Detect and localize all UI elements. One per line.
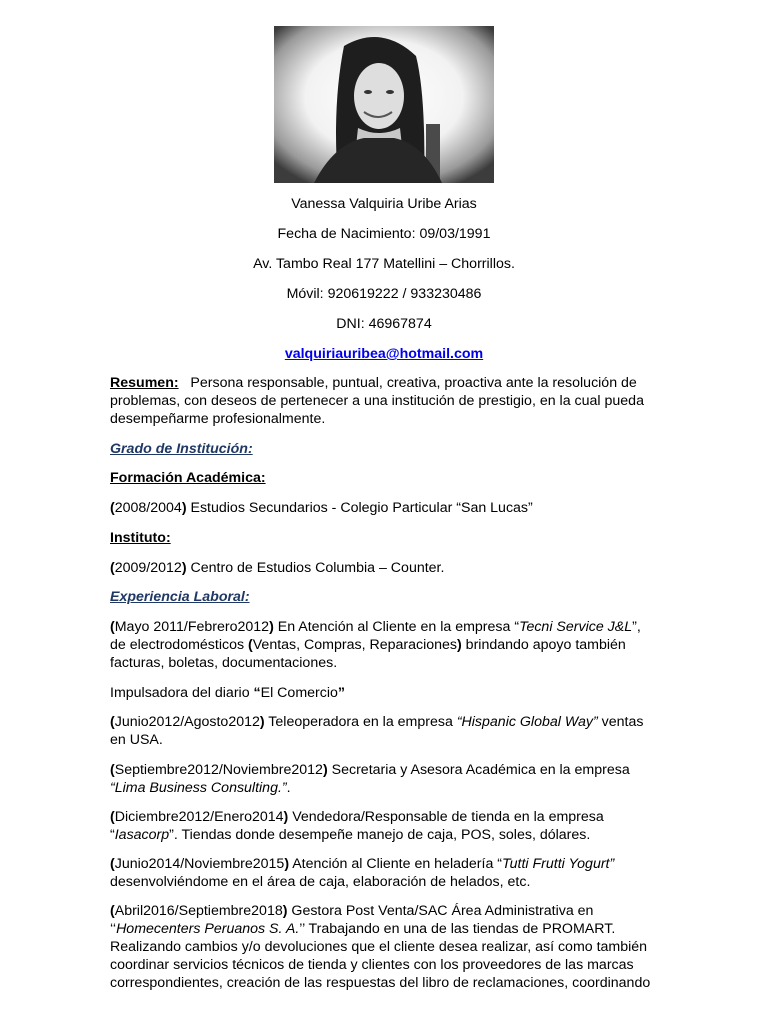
instituto-dates: 2009/2012 (114, 560, 182, 576)
experience-heading (110, 588, 655, 606)
job5-text-a: Vendedora/Responsable de tienda en la empresa “ (110, 809, 604, 843)
job6-text-b: desenvolviéndome en el área de caja, elaboración de helados, etc. (110, 874, 531, 890)
email-link[interactable]: valquiriauribea@hotmail.com (284, 346, 484, 362)
job-item-3: (Junio2012/Agosto2012) Teleoperadora en la empresa “Hispanic Global Way” ventas en USA. (110, 714, 644, 748)
job-item-2: Impulsadora del diario “El Comercio” (110, 685, 345, 701)
job7-text-a: Gestora Post Venta/SAC Área Administrativa en ‘‘ (110, 903, 594, 937)
instituto-item: (2009/2012) Centro de Estudios Columbia – Counter. (110, 560, 445, 576)
job7-text-b: ’’ Trabajando en una de las tiendas de PROMART. Realizando cambios y/o devoluciones que el cliente desea realizar, así como también coordinar servicios técnicos de tienda y clientes con los proveedores de las marcas correspondientes, creación de las respuestas del libro de reclamaciones, coordinando (110, 921, 651, 991)
job3-dates: Junio2012/Agosto2012 (114, 714, 260, 730)
grado-heading (110, 440, 655, 458)
email-line (0, 345, 768, 363)
job6-text-a: Atención al Cliente en heladería “ (289, 856, 502, 872)
formacion-dates: 2008/2004 (114, 500, 182, 516)
experience-heading-text: Experiencia Laboral: (110, 589, 250, 605)
formacion-heading-text: Formación Académica: (110, 470, 266, 486)
job1-text-b: ”, de electrodomésticos (110, 619, 641, 653)
job-item-6: (Junio2014/Noviembre2015) Atención al Cliente en heladería “Tutti Frutti Yogurt” desenvolviéndome en el área de caja, elaboración de helados, etc. (110, 856, 615, 890)
dni-number: DNI: 46967874 (336, 316, 432, 332)
formacion-heading (110, 469, 655, 487)
candidate-name: Vanessa Valquiria Uribe Arias (291, 196, 477, 212)
summary-paragraph (110, 374, 655, 428)
grado-heading-text: Grado de Institución: (110, 441, 253, 457)
job5-text-b: ”. Tiendas donde desempeñe manejo de caja, POS, soles, dólares. (169, 827, 591, 843)
formacion-text: Estudios Secundarios - Colegio Particular “San Lucas” (190, 500, 533, 516)
birth-date: Fecha de Nacimiento: 09/03/1991 (277, 226, 491, 242)
job4-dates: Septiembre2012/Noviembre2012 (114, 762, 323, 778)
job7-dates: Abril2016/Septiembre2018 (114, 903, 283, 919)
job3-company: “Hispanic Global Way” (456, 714, 598, 730)
job6-dates: Junio2014/Noviembre2015 (114, 856, 285, 872)
job3-text-a: Teleoperadora en la empresa (264, 714, 457, 730)
job-item-5: (Diciembre2012/Enero2014) Vendedora/Responsable de tienda en la empresa “Iasacorp”. Tiendas donde desempeñe manejo de caja, POS, soles, dólares. (110, 809, 604, 843)
address: Av. Tambo Real 177 Matellini – Chorrillos. (253, 256, 515, 272)
summary-label: Resumen: (110, 375, 179, 391)
job-item-1: (Mayo 2011/Febrero2012) En Atención al Cliente en la empresa “Tecni Service J&L”, de electrodomésticos (Ventas, Compras, Reparaciones) brindando apoyo también facturas, boletas, documentaciones. (110, 619, 641, 671)
job1-company: Tecni Service J&L (519, 619, 633, 635)
instituto-heading-text: Instituto: (110, 530, 171, 546)
job-item-4: (Septiembre2012/Noviembre2012) Secretaria y Asesora Académica en la empresa “Lima Business Consulting.”. (110, 762, 630, 796)
job-item-7: (Abril2016/Septiembre2018) Gestora Post Venta/SAC Área Administrativa en ‘‘Homecenters Peruanos S. A.’’ Trabajando en una de las tiendas de PROMART. Realizando cambios y/o devoluciones que el cliente desea realizar, así como también coordinar servicios técnicos de tienda y clientes con los proveedores de las marcas correspondientes, creación de las respuestas del libro de reclamaciones, coordinando (110, 903, 651, 991)
job3-text-b: ventas en USA. (110, 714, 644, 748)
job5-company: Iasacorp (114, 827, 170, 843)
job2-text-a: Impulsadora del diario (110, 685, 254, 701)
formacion-item: (2008/2004) Estudios Secundarios - Colegio Particular “San Lucas” (110, 500, 533, 516)
profile-photo (274, 26, 494, 183)
job4-company: “Lima Business Consulting.” (110, 780, 287, 796)
summary-text: Persona responsable, puntual, creativa, proactiva ante la resolución de problemas, con deseos de pertenecer a una institución de prestigio, en la cual pueda desempeñarme profesionalmente. (110, 375, 644, 427)
job4-text-b: . (286, 780, 291, 796)
job6-company: Tutti Frutti Yogurt” (502, 856, 615, 872)
job1-text-c: brindando apoyo también facturas, boletas, documentaciones. (110, 637, 626, 671)
mobile-phone: Móvil: 920619222 / 933230486 (286, 286, 482, 302)
portrait-image (274, 26, 494, 183)
job5-dates: Diciembre2012/Enero2014 (114, 809, 284, 825)
instituto-heading (110, 529, 655, 547)
job7-company: Homecenters Peruanos S. A. (116, 921, 300, 937)
instituto-text: Centro de Estudios Columbia – Counter. (190, 560, 445, 576)
job4-text-a: Secretaria y Asesora Académica en la empresa (327, 762, 630, 778)
job2-company: El Comercio (260, 685, 338, 701)
job1-dates: Mayo 2011/Febrero2012 (114, 619, 270, 635)
job1-paren: Ventas, Compras, Reparaciones (252, 637, 457, 653)
job1-text-a: En Atención al Cliente en la empresa “ (277, 619, 520, 635)
